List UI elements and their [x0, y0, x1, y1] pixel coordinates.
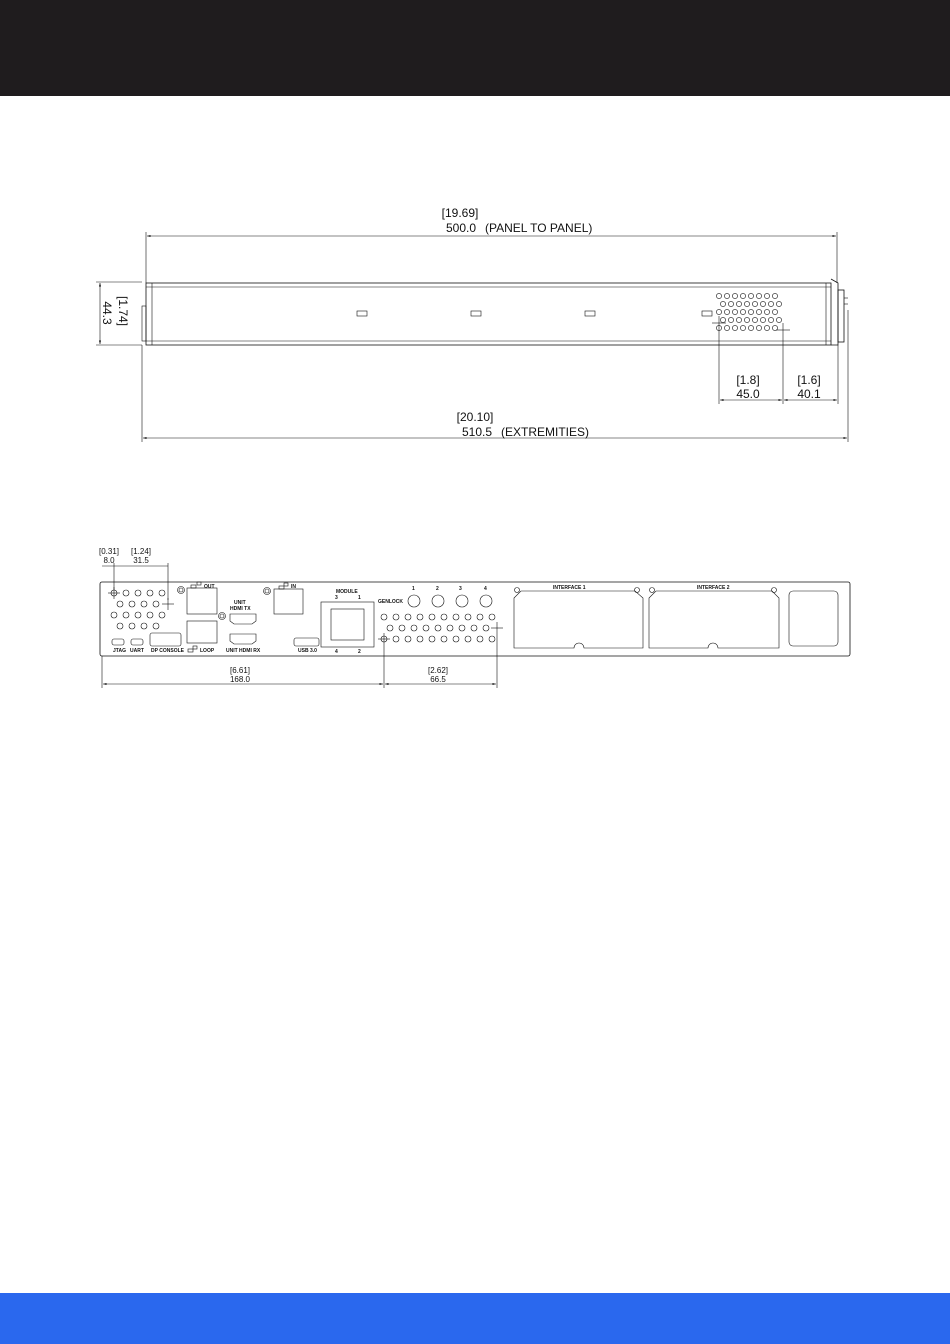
- loop-label: LOOP: [200, 648, 215, 654]
- dim-d-mm: 66.5: [430, 675, 446, 684]
- height-inch: [1.74]: [116, 295, 130, 327]
- extremities-note: (EXTREMITIES): [501, 425, 590, 439]
- bnc-connector-2: [432, 595, 444, 607]
- rear-panel: [99, 547, 850, 688]
- out-label: OUT: [204, 584, 215, 590]
- uart-label: UART: [130, 648, 144, 654]
- usb-label: USB 3.0: [298, 648, 317, 654]
- bnc-connector-3: [456, 595, 468, 607]
- interface-2-slot: [649, 591, 779, 648]
- interface-2-label: INTERFACE 2: [697, 585, 730, 591]
- rear-handle: [838, 290, 844, 342]
- dim-a-inch: [0.31]: [98, 547, 120, 556]
- dim-b-inch: [1.24]: [130, 547, 152, 556]
- extremities-mm: 510.5: [461, 425, 492, 439]
- jtag-label: JTAG: [113, 648, 126, 654]
- interface-1-slot: [514, 591, 643, 648]
- rear-offset-mm: 40.1: [797, 387, 821, 401]
- module-4-label: 4: [335, 649, 338, 655]
- in-port: [274, 589, 303, 614]
- extremities-inch: [20.10]: [456, 410, 494, 424]
- unit-hdmi-rx-label: UNIT HDMI RX: [226, 648, 261, 654]
- interface-1-label: INTERFACE 1: [553, 585, 586, 591]
- dim-a-mm: 8.0: [103, 556, 115, 565]
- panel-width-note: (PANEL TO PANEL): [485, 221, 593, 235]
- hdmi-tx-port: [230, 614, 256, 624]
- dp-console-label: DP CONSOLE: [151, 648, 184, 654]
- vent-holes: [712, 293, 790, 337]
- dim-c-inch: [6.61]: [229, 666, 251, 675]
- unit-hdmi-tx-label-2: HDMI TX: [230, 606, 251, 612]
- dim-b-mm: 31.5: [133, 556, 149, 565]
- left-vent-holes: [111, 590, 165, 629]
- module-1-label: 1: [358, 595, 361, 601]
- dim-d-inch: [2.62]: [427, 666, 449, 675]
- bnc-1-label: 1: [412, 586, 415, 592]
- bnc-connector-1: [408, 595, 420, 607]
- module-3-label: 3: [335, 595, 338, 601]
- vent-width-inch: [1.8]: [736, 373, 760, 387]
- panel-width-mm: 500.0: [445, 221, 476, 235]
- height-mm: 44.3: [100, 301, 114, 325]
- dim-c-mm: 168.0: [229, 675, 251, 684]
- side-view: [96, 206, 848, 442]
- bnc-4-label: 4: [484, 586, 487, 592]
- hdmi-rx-port: [230, 634, 256, 644]
- usb-port: [294, 638, 319, 646]
- bnc-2-label: 2: [436, 586, 439, 592]
- bnc-connector-4: [480, 595, 492, 607]
- module-label: MODULE: [336, 589, 358, 595]
- vent-width-mm: 45.0: [736, 387, 760, 401]
- psu-slot: [789, 591, 838, 646]
- rear-offset-inch: [1.6]: [797, 373, 821, 387]
- module-2-label: 2: [358, 649, 361, 655]
- genlock-label: GENLOCK: [378, 599, 403, 605]
- bnc-3-label: 3: [459, 586, 462, 592]
- loop-port: [187, 621, 217, 643]
- footer-bar: [0, 1293, 950, 1344]
- panel-width-inch: [19.69]: [441, 206, 479, 220]
- rear-panel-outline: [100, 582, 850, 656]
- in-label: IN: [291, 584, 296, 590]
- unit-hdmi-tx-label-1: UNIT: [234, 600, 246, 606]
- out-port: [187, 588, 217, 614]
- middle-vent-holes: [381, 614, 495, 642]
